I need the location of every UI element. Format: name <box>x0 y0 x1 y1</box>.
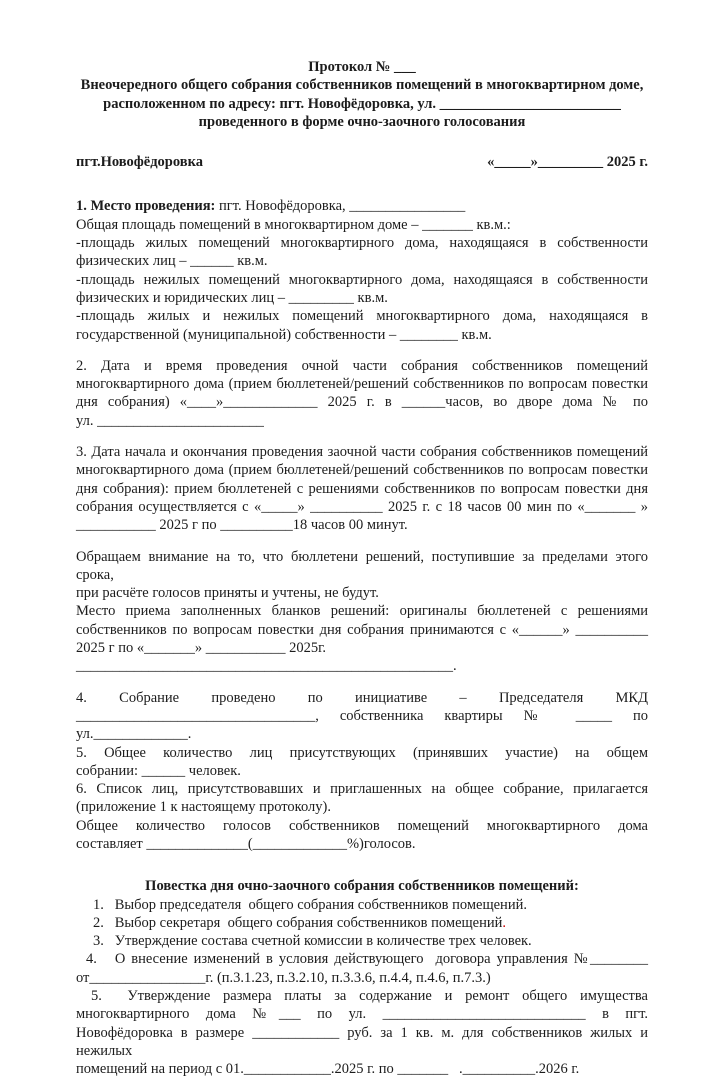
agenda-items <box>76 896 648 1079</box>
title-line-voting-form: проведенного в форме очно-заочного голосования <box>198 113 526 130</box>
place-label: пгт.Новофёдоровка <box>76 154 203 171</box>
section-2-in-person-date-time <box>76 357 648 430</box>
text-line: собрании: ______ человек. <box>76 762 241 779</box>
text-line: ул. _______________________ <box>76 412 264 429</box>
title-line-meeting-type: Внеочередного общего собрания собственников помещений в многоквартирном доме, <box>80 77 644 94</box>
section-4-5-6-initiative-and-counts <box>76 689 648 854</box>
text-line: Место приема заполненных бланков решений: оригиналы бюллетеней с решениями <box>76 603 648 620</box>
title-line-protocol-number: Протокол № ___ <box>308 59 416 75</box>
text-line: многоквартирного дома №___ по ул. ____________________________ в пгт. <box>76 1006 648 1023</box>
text-line: 3. Утверждение состава счетной комиссии в количестве трех человек. <box>93 933 532 950</box>
text-line: 5. Утверждение размера платы за содержание и ремонт общего имущества <box>91 988 648 1005</box>
text-line: Общее количество голосов собственников помещений многоквартирного дома <box>76 817 648 834</box>
title-line-address: расположенном по адресу: пгт. Новофёдоровка, ул. _________________________ <box>103 95 621 112</box>
text-line: дня собрания): прием бюллетеней с решениями собственников по вопросам повестки дня <box>76 480 648 497</box>
text-line: дня собрания) «____»_____________ 2025 г. в ______часов, во дворе дома № по <box>76 394 648 411</box>
section-ballot-notice <box>76 548 648 676</box>
text-line: многоквартирного дома (прием бюллетеней/решений собственников по вопросам повестки <box>76 462 648 479</box>
text-line: 3. Дата начала и окончания проведения заочной части собрания собственников помещений <box>76 444 648 461</box>
text-line: при расчёте голосов приняты и учтены, не будут. <box>76 585 379 602</box>
text-line: _________________________________, собственника квартиры № _____ по ул._____________. <box>76 707 648 743</box>
section-1-location <box>76 197 648 343</box>
text-line: Общая площадь помещений в многоквартирном доме – _______ кв.м.: <box>76 216 511 233</box>
text-line: 1. Выбор председателя общего собрания собственников помещений. <box>93 896 527 913</box>
text-line: физических и юридических лиц – _________ кв.м. <box>76 289 388 306</box>
agenda-title: Повестка дня очно-заочного собрания собственников помещений: <box>145 878 579 895</box>
text-line: 2025 г по «_______» ___________ 2025г. ____________________________________________________. <box>76 640 457 675</box>
text-line: 6. Список лиц, присутствовавших и приглашенных на общее собрание, прилагается <box>76 781 648 798</box>
text-line: помещений на период с 01.____________.2025 г. по _______ .__________.2026 г. <box>76 1061 580 1078</box>
text-line: -площадь жилых помещений многоквартирного дома, находящаяся в собственности <box>76 235 648 252</box>
text-line: 4. О внесение изменений в условия действующего договора управления №________ <box>86 951 648 968</box>
section-3-absentee-dates <box>76 443 648 534</box>
text-line: собственников по вопросам повестки дня собрания принимаются с «______» __________ <box>76 621 648 638</box>
text-line: Новофёдоровка в размере ____________ руб. за 1 кв. м. для собственников жилых и нежилых <box>76 1024 648 1059</box>
text-line: государственной (муниципальной) собственности – ________ кв.м. <box>76 326 492 343</box>
text-line: физических лиц – ______ кв.м. <box>76 253 268 270</box>
text-line: 5. Общее количество лиц присутствующих (принявших участие) на общем <box>76 744 648 761</box>
date-blank-field: «_____»_________ 2025 г. <box>487 154 648 171</box>
text-line: 2. Дата и время проведения очной части собрания собственников помещений <box>76 357 648 374</box>
text-line: (приложение 1 к настоящему протоколу). <box>76 799 331 816</box>
text-line: 2. Выбор секретаря общего собрания собственников помещений. <box>93 914 507 931</box>
text-line: Обращаем внимание на то, что бюллетени решений, поступившие за пределами этого срока, <box>76 548 648 583</box>
text-line: ___________ 2025 г по __________18 часов 00 минут. <box>76 517 408 534</box>
text-line: -площадь нежилых помещений многоквартирного дома, находящаяся в собственности <box>76 271 648 288</box>
document-title-block <box>76 58 648 131</box>
text-line: 1. Место проведения: пгт. Новофёдоровка, ________________ <box>76 198 466 215</box>
text-line: от________________г. (п.3.1.23, п.3.2.10, п.3.3.6, п.4.4, п.4.6, п.7.3.) <box>76 969 491 986</box>
agenda-block <box>76 877 648 1078</box>
text-line: собрания осуществляется с «_____» __________ 2025 г. с 18 часов 00 мин по «_______ » <box>76 498 648 515</box>
text-line: многоквартирного дома (прием бюллетеней/решений собственников по вопросам повестки <box>76 376 648 393</box>
place-date-row <box>76 153 648 171</box>
text-line: -площадь жилых и нежилых помещений многоквартирного дома, находящаяся в <box>76 308 648 325</box>
text-line: составляет ______________(_____________%)голосов. <box>76 835 416 852</box>
text-line: 4. Собрание проведено по инициативе – Председателя МКД <box>76 689 648 706</box>
